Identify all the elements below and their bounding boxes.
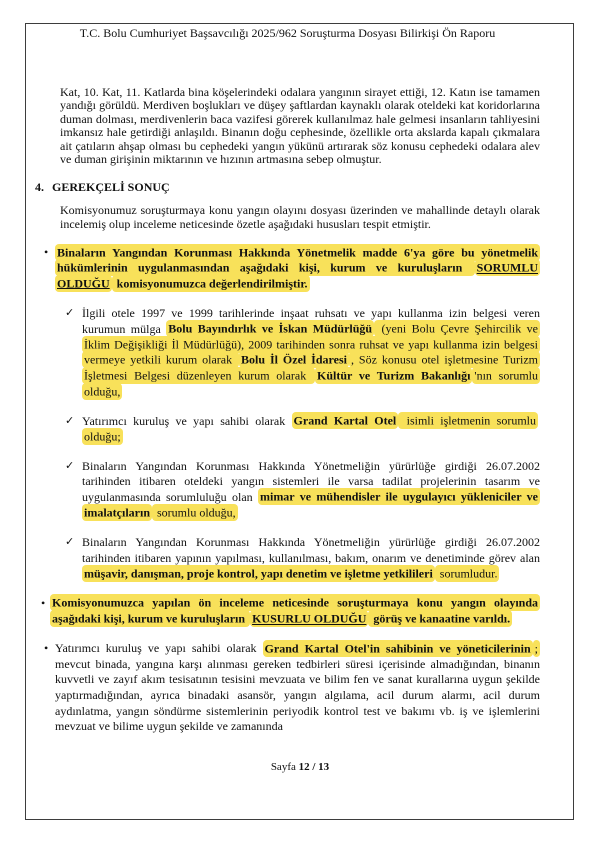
check-icon: ✓ (65, 307, 75, 320)
bullet-icon: • (41, 595, 46, 610)
finding-item (35, 596, 540, 627)
section-heading (35, 180, 540, 194)
finding-text: Yatırımcı kuruluş ve yapı sahibi olarak Grand Kartal Otel isimli işletmenin sorumlu olduğu; (82, 413, 536, 444)
finding-text: Binaların Yangından Korunması Hakkında Yönetmeliğin yürürlüğe girdiği 26.07.2002 tarihinden itibaren oteldeki yangın sistemleri ile varsa tadilat projelerinin tasarım ve uygulanmasında sorumluluğu olan mimar ve mühendisler ile uygulayıcı yükleniciler ve imalatçıların sorumlu olduğu, (82, 458, 540, 520)
section-title: GEREKÇELİ SONUÇ (52, 180, 170, 195)
section-number: 4. (35, 180, 44, 195)
finding-text: Yatırımcı kuruluş ve yapı sahibi olarak Grand Kartal Otel'in sahibinin ve yöneticilerinin ; mevcut binada, yangına karşı alınması gereken tedbirleri süresi içerisinde almadığından, binanın kuvvetli ve zayıf akım tesisatının tesisini mevzuata ve bilim fen ve sanat kurallarına uygun şekilde yaptırmadığından, ayrıca binadaki asansör, yangın algılama, acil durum alarmı, acil durum aydınlatma, yangın söndürme sistemlerinin periyodik kontrol test ve bakımı vb. iş ve işlemlerini mevzuat ve bilime uygun şekilde ve zamanında (55, 641, 540, 734)
finding-item (35, 459, 540, 521)
finding-item (35, 641, 540, 735)
document-body (35, 0, 540, 735)
finding-item (35, 245, 540, 292)
bullet-icon: • (44, 245, 49, 260)
finding-item (35, 414, 540, 445)
check-icon: ✓ (65, 414, 75, 427)
check-icon: ✓ (65, 459, 75, 472)
finding-text: Binaların Yangından Korunması Hakkında Yönetmeliğin yürürlüğe girdiği 26.07.2002 tarihinden itibaren yapının yapılması, kullanılması, bakım, onarım ve denetiminde görev alan müşavir, danışman, proje kontrol, yapı denetim ve işletme yetkilileri sorumludur. (82, 535, 540, 581)
finding-item (35, 306, 540, 400)
document-header-title: T.C. Bolu Cumhuriyet Başsavcılığı 2025/962 Soruşturma Dosyası Bilirkişi Ön Raporu (79, 26, 496, 40)
page-footer (0, 761, 600, 774)
page-number: 12 / 13 (298, 761, 330, 773)
findings-list (35, 245, 540, 734)
intro-paragraph: Kat, 10. Kat, 11. Katlarda bina köşelerindeki odalara yangının sirayet ettiği, 12. Katın ise tamamen yandığı görüldü. Merdiven boşlukları ve düşey şaftlardan kaynaklı olarak oteldeki kat koridorlarına duman dolması, merdivenlerin baca vazifesi görerek kullanılmaz hale gelmesi insanların tahliyesini imkansız hale getirdiği anlaşıldı. Binanın doğu cephesinde, özellikle orta akslarda kapalı çıkmalara ait çatıların ahşap olması bu cephedeki yangın yükünü artırarak söz konusu cephedeki odalara alev ve duman girişinin miktarının ve hızının artmasına sebep olmuştur. (60, 85, 540, 167)
finding-text: Binaların Yangından Korunması Hakkında Yönetmelik madde 6'ya göre bu yönetmelik hükümlerinin uygulanmasından aşağıdaki kişi, kurum ve kuruluşların SORUMLU OLDUĞU komisyonumuzca değerlendirilmiştir. (57, 245, 538, 291)
bullet-icon: • (44, 641, 49, 656)
check-icon: ✓ (65, 536, 75, 549)
footer-label: Sayfa (270, 761, 296, 773)
finding-item (35, 535, 540, 582)
lead-paragraph: Komisyonumuz soruşturmaya konu yangın olayını dosyası üzerinden ve mahallinde detaylı olarak incelemiş olup inceleme neticesinde özetle aşağıdaki hususları tespit etmiştir. (60, 203, 540, 231)
finding-text: Komisyonumuzca yapılan ön inceleme neticesinde soruşturmaya konu yangın olayında aşağıdaki kişi, kurum ve kuruluşların KUSURLU OLDUĞU görüş ve kanaatine varıldı. (52, 595, 538, 626)
finding-text: İlgili otele 1997 ve 1999 tarihlerinde inşaat ruhsatı ve yapı kullanma izin belgesi veren kurumun mülga Bolu Bayındırlık ve İskan Müdürlüğü (yeni Bolu Çevre Şehircilik ve İklim Değişikliği İl Müdürlüğü), 2009 tarihinden sonra ruhsat ve yapı kullanma izin belgesi vermeye yetkili kurum olarak Bolu İl Özel İdaresi , Söz konusu otel işletmesine Turizm İşletmesi Belgesi düzenleyen kurum olarak Kültür ve Turizm Bakanlığı 'nın sorumlu olduğu, (82, 306, 540, 398)
